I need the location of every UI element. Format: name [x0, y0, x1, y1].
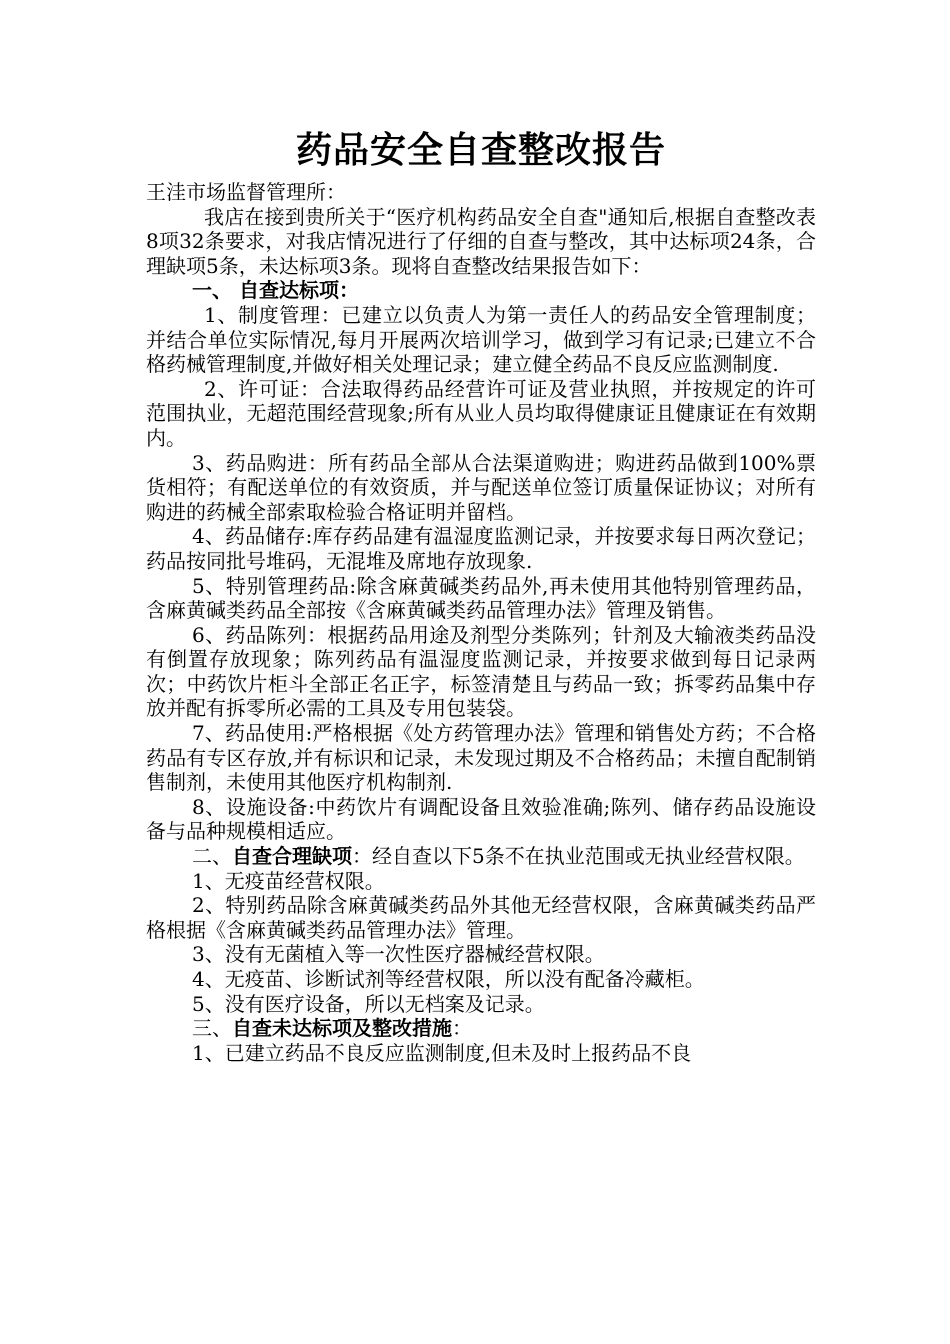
section2-item-2: 2、特别药品除含麻黄碱类药品外其他无经营权限，含麻黄碱类药品严格根据《含麻黄碱类药品管理办法》管理。 [146, 893, 816, 942]
section1-item-2: 2、许可证：合法取得药品经营许可证及营业执照，并按规定的许可范围执业，无超范围经营现象;所有从业人员均取得健康证且健康证在有效期内。 [146, 376, 816, 450]
section3-heading-line [146, 1016, 816, 1041]
section1-item-6: 6、药品陈列：根据药品用途及剂型分类陈列；针剂及大输液类药品没有倒置存放现象；陈列药品有温湿度监测记录，并按要求做到每日记录两次；中药饮片柜斗全部正名正字，标签清楚且与药品一致；拆零药品集中存放并配有拆零所必需的工具及专用包装袋。 [146, 622, 816, 721]
section2-item-3: 3、没有无菌植入等一次性医疗器械经营权限。 [192, 942, 605, 967]
document-page [146, 126, 816, 1065]
recipient-line: 王洼市场监督管理所： [146, 180, 346, 204]
section1-item-1: 1、制度管理：已建立以负责人为第一责任人的药品安全管理制度；并结合单位实际情况,每月开展两次培训学习，做到学习有记录;已建立不合格药械管理制度,并做好相关处理记录；建立健全药品不良反应监测制度. [146, 302, 816, 377]
intro-paragraph: 我店在接到贵所关于“医疗机构药品安全自查"通知后,根据自查整改表8项32条要求，对我店情况进行了仔细的自查与整改，其中达标项24条，合理缺项5条，未达标项3条。现将自查整改结果报告如下： [146, 204, 816, 278]
section2-paragraph [146, 844, 816, 869]
section1-item-8: 8、设施设备:中药饮片有调配设备且效验准确;陈列、储存药品设施设备与品种规模相适应。 [146, 794, 816, 844]
section3-prefix: 三、 [192, 1016, 232, 1041]
section1-heading: 一、 自查达标项： [192, 278, 359, 303]
section2-text: ：经自查以下5条不在执业范围或无执业经营权限。 [352, 844, 805, 869]
section1-item-4: 4、药品储存:库存药品建有温湿度监测记录，并按要求每日两次登记；药品按同批号堆码，无混堆及席地存放现象. [146, 524, 816, 573]
section2-prefix: 二、 [192, 844, 232, 869]
document-title: 药品安全自查整改报告 [295, 130, 666, 171]
section3-item-1: 1、已建立药品不良反应监测制度,但未及时上报药品不良 [192, 1040, 692, 1065]
section3-colon: ： [452, 1016, 472, 1041]
section2-item-5: 5、没有医疗设备，所以无档案及记录。 [192, 991, 545, 1016]
section1-item-5: 5、特别管理药品:除含麻黄碱类药品外,再未使用其他特别管理药品，含麻黄碱类药品全部按《含麻黄碱类药品管理办法》管理及销售。 [146, 573, 816, 623]
section2-item-4: 4、无疫苗、诊断试剂等经营权限，所以没有配备冷藏柜。 [192, 967, 705, 991]
section2-item-1: 1、无疫苗经营权限。 [192, 868, 385, 893]
section1-item-3: 3、药品购进：所有药品全部从合法渠道购进；购进药品做到100%票货相符；有配送单位的有效资质，并与配送单位签订质量保证协议；对所有购进的药械全部索取检验合格证明并留档。 [146, 450, 816, 524]
section1-item-7: 7、药品使用:严格根据《处方药管理办法》管理和销售处方药；不合格药品有专区存放,并有标识和记录，未发现过期及不合格药品；未擅自配制销售制剂，未使用其他医疗机构制剂. [146, 721, 816, 795]
section3-heading: 自查未达标项及整改措施 [232, 1016, 452, 1041]
section2-heading: 自查合理缺项 [232, 844, 352, 869]
